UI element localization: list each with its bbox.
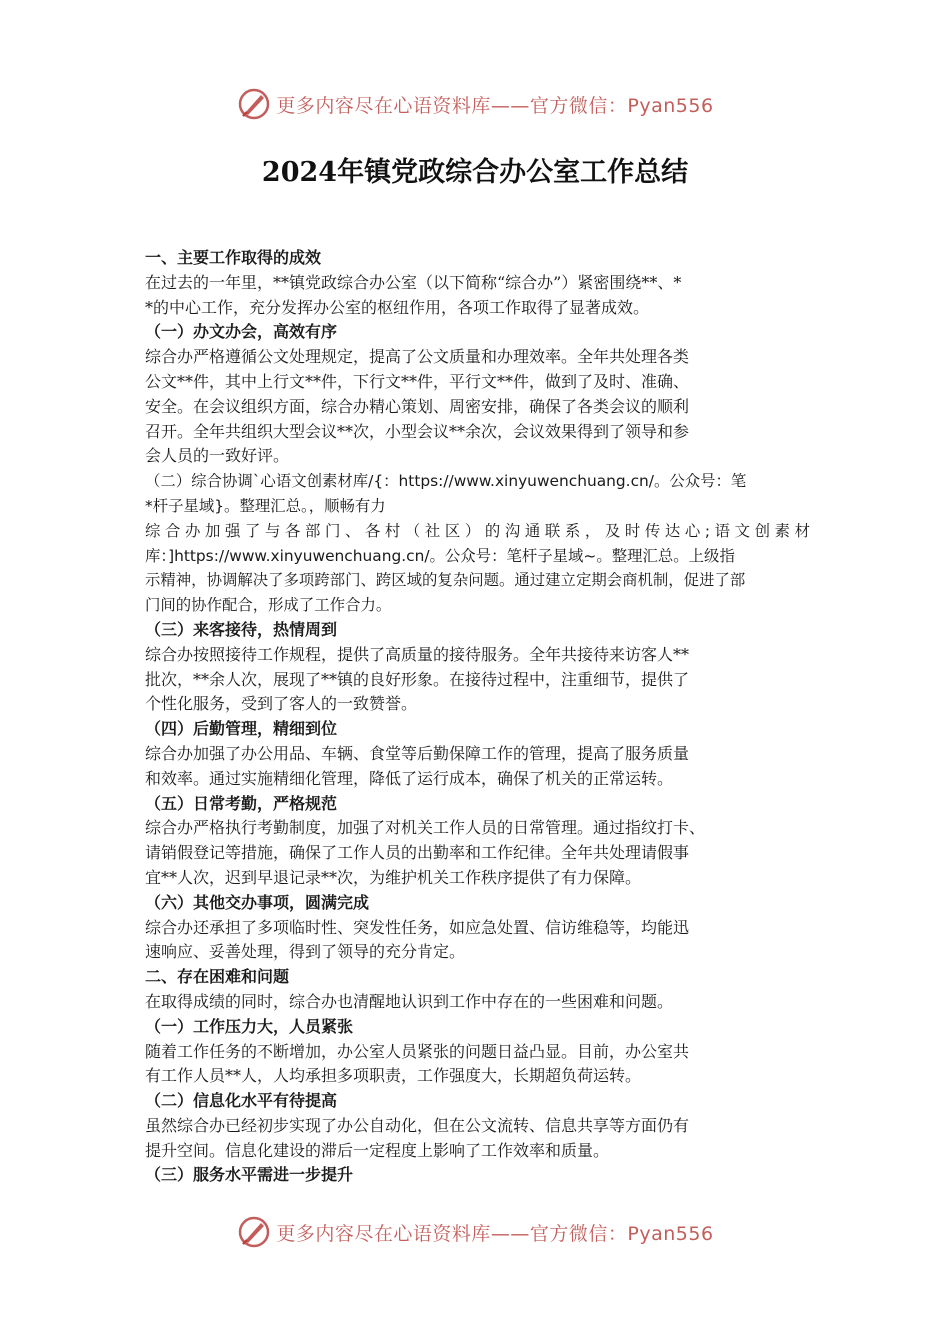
body-text-line: 和效率。通过实施精细化管理，降低了运行成本，确保了机关的正常运转。 [145, 768, 674, 788]
footer-watermark-banner [0, 1212, 950, 1252]
section-heading: （五）日常考勤，严格规范 [145, 793, 338, 813]
document-body [145, 246, 810, 1188]
body-text-line: 随着工作任务的不断增加，办公室人员紧张的问题日益凸显。目前，办公室共 [145, 1041, 690, 1061]
body-text-line: 库：]https://www.xinyuwenchuang.cn/。公众号：笔杆子星域~。整理汇总。上级指 [145, 546, 735, 565]
body-text-line: 召开。全年共组织大型会议**次，小型会议**余次，会议效果得到了领导和参 [145, 421, 690, 441]
header-watermark-banner [0, 84, 950, 124]
body-text-line: 综合办加强了办公用品、车辆、食堂等后勤保障工作的管理，提高了服务质量 [145, 743, 690, 763]
body-text-line: 在取得成绩的同时，综合办也清醒地认识到工作中存在的一些困难和问题。 [145, 991, 674, 1011]
body-text-line: *杆子星域}。整理汇总。，顺畅有力 [145, 496, 386, 515]
body-text-line: 安全。在会议组织方面，综合办精心策划、周密安排，确保了各类会议的顺利 [145, 396, 690, 416]
body-text-line: 虽然综合办已经初步实现了办公自动化，但在公文流转、信息共享等方面仍有 [145, 1115, 690, 1135]
body-text-line: 综合办严格遵循公文处理规定，提高了公文质量和办理效率。全年共处理各类 [145, 347, 690, 367]
body-text-line: 会人员的一致好评。 [145, 446, 290, 466]
section-heading: （三）服务水平需进一步提升 [145, 1165, 354, 1185]
pen-seal-logo-icon [236, 86, 272, 122]
section-heading: 二、存在困难和问题 [145, 967, 290, 987]
body-text-line: 批次，**余人次，展现了**镇的良好形象。在接待过程中，注重细节，提供了 [145, 669, 690, 689]
body-text-line: 请销假登记等措施，确保了工作人员的出勤率和工作纪律。全年共处理请假事 [145, 843, 690, 863]
body-text-line: 综合办按照接待工作规程，提供了高质量的接待服务。全年共接待来访客人** [145, 644, 690, 664]
section-heading: （六）其他交办事项，圆满完成 [145, 892, 370, 912]
pen-seal-logo-icon [236, 1214, 272, 1250]
body-text-line: 有工作人员**人，人均承担多项职责，工作强度大，长期超负荷运转。 [145, 1066, 642, 1086]
body-text-line: （二）综合协调`心语文创素材库/{：https://www.xinyuwenchuang.cn/。公众号：笔 [145, 472, 747, 491]
body-text-line: 示精神，协调解决了多项跨部门、跨区域的复杂问题。通过建立定期会商机制，促进了部 [145, 571, 746, 590]
section-heading: （四）后勤管理，精细到位 [145, 719, 338, 739]
body-text-line: 综合办还承担了多项临时性、突发性任务，如应急处置、信访维稳等，均能迅 [145, 917, 690, 937]
section-heading: （二）信息化水平有待提高 [145, 1091, 338, 1111]
document-title: 2024年镇党政综合办公室工作总结 [261, 157, 689, 188]
body-text-line: 速响应、妥善处理，得到了领导的充分肯定。 [145, 942, 466, 962]
section-heading: （一）办文办会，高效有序 [145, 322, 338, 342]
body-text-line: 宜**人次，迟到早退记录**次，为维护机关工作秩序提供了有力保障。 [145, 867, 642, 887]
body-text-line: 门间的协作配合，形成了工作合力。 [145, 596, 392, 615]
footer-watermark-text: 更多内容尽在心语资料库——官方微信：Pyan556 [276, 1222, 714, 1245]
body-text-line: *的中心工作，充分发挥办公室的枢纽作用，各项工作取得了显著成效。 [145, 297, 650, 317]
body-text-line: 公文**件，其中上行文**件，下行文**件，平行文**件，做到了及时、准确、 [145, 371, 690, 391]
section-heading: 一、主要工作取得的成效 [145, 248, 322, 267]
section-heading: （一）工作压力大，人员紧张 [145, 1016, 354, 1036]
section-heading: （三）来客接待，热情周到 [145, 619, 338, 639]
header-watermark-text: 更多内容尽在心语资料库——官方微信：Pyan556 [276, 94, 714, 117]
body-text-line: 综合办严格执行考勤制度，加强了对机关工作人员的日常管理。通过指纹打卡、 [145, 818, 706, 838]
body-text-line: 在过去的一年里，**镇党政综合办公室（以下简称“综合办”）紧密围绕**、* [145, 272, 682, 292]
body-text-line: 提升空间。信息化建设的滞后一定程度上影响了工作效率和质量。 [145, 1140, 610, 1160]
body-text-line: 个性化服务，受到了客人的一致赞誉。 [145, 694, 418, 714]
body-text-line: 综合办加强了与各部门、各村（社区）的沟通联系，及时传达心;语文创素材 [145, 521, 810, 540]
